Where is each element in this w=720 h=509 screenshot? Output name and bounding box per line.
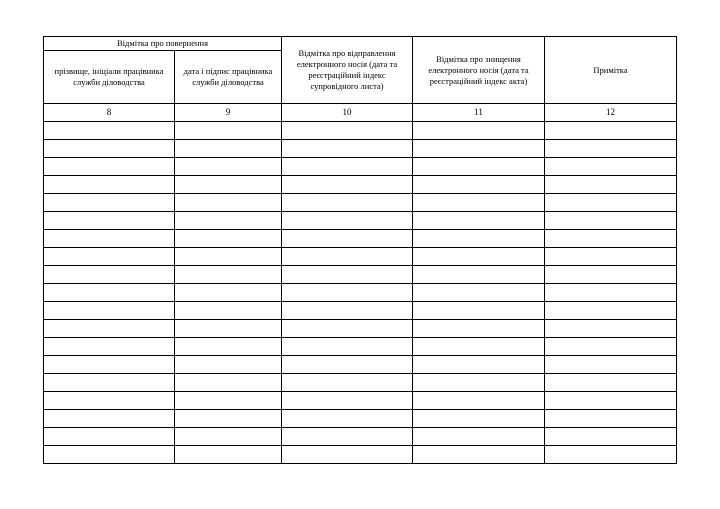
table-cell[interactable] — [175, 392, 282, 410]
table-cell[interactable] — [413, 428, 545, 446]
table-cell[interactable] — [413, 302, 545, 320]
column-number: 10 — [282, 104, 413, 122]
table-cell[interactable] — [282, 140, 413, 158]
table-cell[interactable] — [413, 338, 545, 356]
table-cell[interactable] — [282, 122, 413, 140]
table-cell[interactable] — [175, 158, 282, 176]
table-cell[interactable] — [545, 410, 677, 428]
table-cell[interactable] — [545, 446, 677, 464]
table-cell[interactable] — [175, 302, 282, 320]
table-row — [44, 320, 677, 338]
table-cell[interactable] — [44, 446, 175, 464]
table-cell[interactable] — [44, 284, 175, 302]
table-cell[interactable] — [44, 176, 175, 194]
table-cell[interactable] — [175, 284, 282, 302]
table-cell[interactable] — [413, 356, 545, 374]
table-cell[interactable] — [175, 194, 282, 212]
table-cell[interactable] — [545, 122, 677, 140]
table-cell[interactable] — [282, 446, 413, 464]
table-cell[interactable] — [282, 194, 413, 212]
dispatch-mark-header: Відмітка про відправлення електронного носія (дата та реєстраційний індекс супровідного листа) — [282, 37, 413, 104]
note-header: Примітка — [545, 37, 677, 104]
table-cell[interactable] — [282, 374, 413, 392]
table-row — [44, 230, 677, 248]
table-cell[interactable] — [44, 194, 175, 212]
table-cell[interactable] — [175, 176, 282, 194]
column-number: 12 — [545, 104, 677, 122]
table-row — [44, 158, 677, 176]
table-row — [44, 266, 677, 284]
table-cell[interactable] — [44, 248, 175, 266]
table-cell[interactable] — [175, 428, 282, 446]
column-number: 11 — [413, 104, 545, 122]
table-cell[interactable] — [44, 266, 175, 284]
destruction-mark-header: Відмітка про знищення електронного носія (дата та реєстраційний індекс акта) — [413, 37, 545, 104]
table-cell[interactable] — [44, 158, 175, 176]
table-cell[interactable] — [413, 284, 545, 302]
table-cell[interactable] — [282, 428, 413, 446]
table-cell[interactable] — [545, 194, 677, 212]
table-cell[interactable] — [175, 338, 282, 356]
table-cell[interactable] — [282, 266, 413, 284]
table-cell[interactable] — [413, 266, 545, 284]
table-cell[interactable] — [282, 302, 413, 320]
table-cell[interactable] — [413, 176, 545, 194]
table-cell[interactable] — [44, 428, 175, 446]
table-cell[interactable] — [175, 212, 282, 230]
table-cell[interactable] — [175, 248, 282, 266]
table-cell[interactable] — [282, 158, 413, 176]
table-row — [44, 302, 677, 320]
table-cell[interactable] — [545, 140, 677, 158]
table-row — [44, 122, 677, 140]
table-cell[interactable] — [44, 338, 175, 356]
table-row — [44, 140, 677, 158]
table-cell[interactable] — [282, 230, 413, 248]
table-cell[interactable] — [282, 284, 413, 302]
table-row — [44, 428, 677, 446]
table-cell[interactable] — [413, 374, 545, 392]
table-row — [44, 446, 677, 464]
table-cell[interactable] — [413, 140, 545, 158]
table-cell[interactable] — [282, 248, 413, 266]
table-cell[interactable] — [175, 410, 282, 428]
table-cell[interactable] — [175, 140, 282, 158]
clerk-date-signature-header: дата і підпис працівника служби діловодства — [175, 51, 282, 104]
table-cell[interactable] — [413, 446, 545, 464]
table-cell[interactable] — [545, 302, 677, 320]
table-cell[interactable] — [282, 356, 413, 374]
table-cell[interactable] — [44, 356, 175, 374]
table-row — [44, 356, 677, 374]
table-cell[interactable] — [44, 410, 175, 428]
table-row — [44, 212, 677, 230]
table-cell[interactable] — [413, 194, 545, 212]
table-cell[interactable] — [545, 176, 677, 194]
table-cell[interactable] — [44, 230, 175, 248]
table-cell[interactable] — [413, 230, 545, 248]
table-cell[interactable] — [545, 158, 677, 176]
table-cell[interactable] — [413, 122, 545, 140]
table-cell[interactable] — [545, 392, 677, 410]
table-cell[interactable] — [175, 356, 282, 374]
table-cell[interactable] — [44, 320, 175, 338]
table-cell[interactable] — [545, 356, 677, 374]
register-table — [43, 36, 677, 464]
table-row — [44, 176, 677, 194]
table-cell[interactable] — [44, 374, 175, 392]
table-row — [44, 338, 677, 356]
table-cell[interactable] — [282, 338, 413, 356]
table-cell[interactable] — [175, 374, 282, 392]
table-cell[interactable] — [175, 266, 282, 284]
table-cell[interactable] — [44, 392, 175, 410]
table-cell[interactable] — [282, 212, 413, 230]
table-row — [44, 248, 677, 266]
table-cell[interactable] — [413, 392, 545, 410]
table-row — [44, 284, 677, 302]
table-cell[interactable] — [545, 374, 677, 392]
table-cell[interactable] — [175, 122, 282, 140]
table-cell[interactable] — [282, 176, 413, 194]
table-cell[interactable] — [545, 266, 677, 284]
table-cell[interactable] — [44, 212, 175, 230]
table-cell[interactable] — [545, 320, 677, 338]
table-cell[interactable] — [413, 320, 545, 338]
clerk-name-header: прізвище, ініціали працівника служби діловодства — [44, 51, 175, 104]
table-cell[interactable] — [545, 248, 677, 266]
table-cell[interactable] — [413, 158, 545, 176]
return-mark-group-header: Відмітка про повернення — [44, 37, 282, 51]
table-row — [44, 410, 677, 428]
table-cell[interactable] — [413, 248, 545, 266]
column-number-row — [44, 104, 677, 122]
table-cell[interactable] — [44, 122, 175, 140]
table-row — [44, 194, 677, 212]
column-number: 8 — [44, 104, 175, 122]
table-cell[interactable] — [175, 446, 282, 464]
table-cell[interactable] — [282, 392, 413, 410]
table-cell[interactable] — [413, 410, 545, 428]
table-cell[interactable] — [413, 212, 545, 230]
table-cell[interactable] — [44, 302, 175, 320]
table-cell[interactable] — [282, 410, 413, 428]
table-cell[interactable] — [545, 212, 677, 230]
table-cell[interactable] — [175, 320, 282, 338]
table-cell[interactable] — [44, 140, 175, 158]
table-row — [44, 392, 677, 410]
table-cell[interactable] — [545, 230, 677, 248]
column-number: 9 — [175, 104, 282, 122]
table-cell[interactable] — [545, 338, 677, 356]
table-cell[interactable] — [545, 284, 677, 302]
table-cell[interactable] — [545, 428, 677, 446]
table-cell[interactable] — [282, 320, 413, 338]
table-cell[interactable] — [175, 230, 282, 248]
table-row — [44, 374, 677, 392]
